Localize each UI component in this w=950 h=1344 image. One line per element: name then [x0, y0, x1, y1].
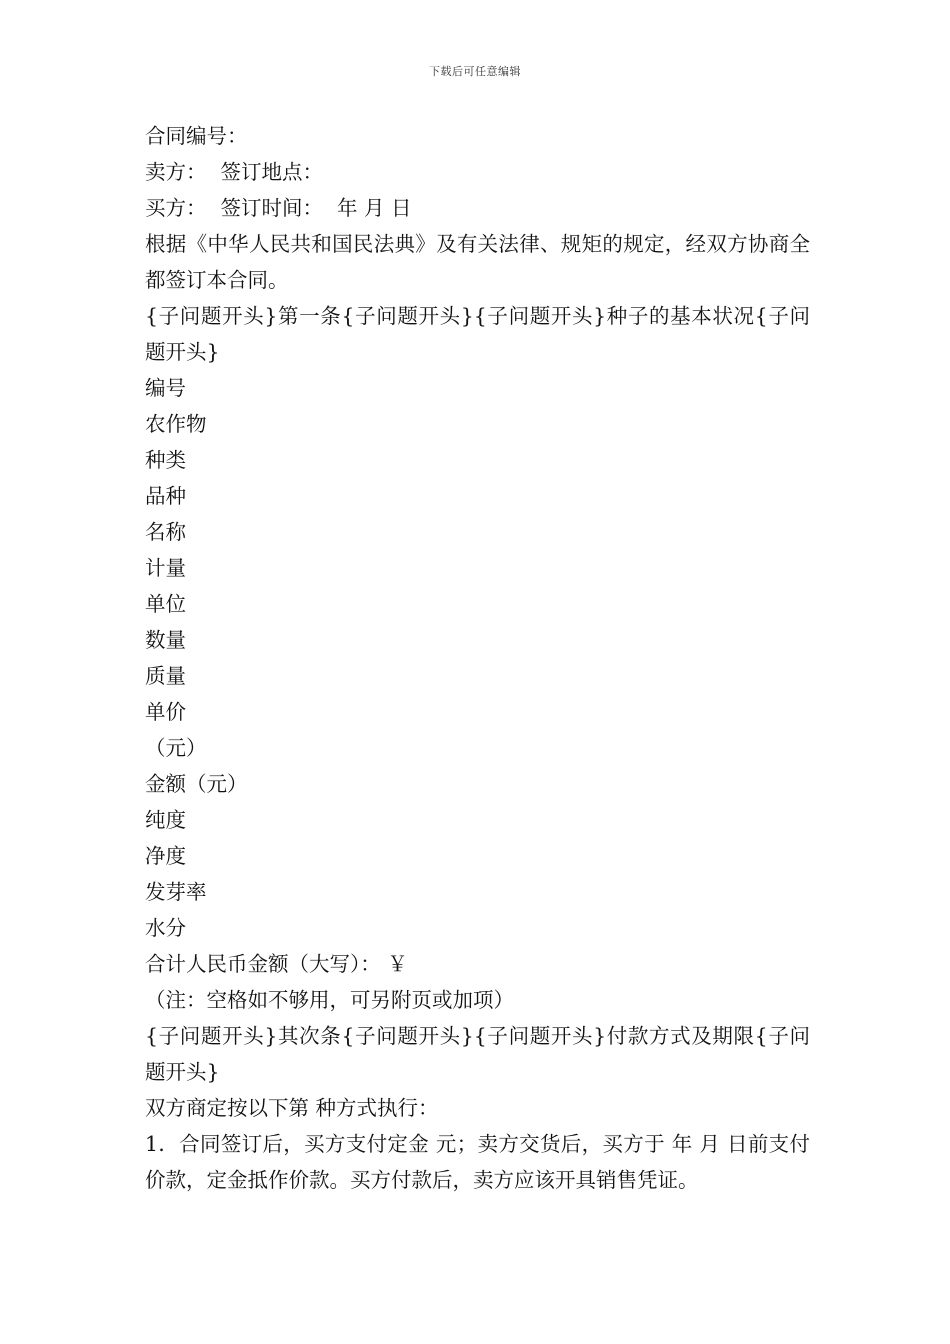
contract-number-label: 合同编号：	[145, 124, 248, 148]
buyer-line	[145, 190, 810, 226]
table-field-measure: 计量	[145, 556, 186, 580]
preamble-paragraph: 根据《中华人民共和国民法典》及有关法律、规矩的规定，经双方协商全都签订本合同。	[145, 232, 810, 292]
seller-line	[145, 154, 810, 190]
buyer-label: 买方：	[145, 196, 207, 220]
table-field-number: 编号	[145, 376, 186, 400]
seller-label: 卖方：	[145, 160, 207, 184]
table-field-crop: 农作物	[145, 412, 207, 436]
contract-body	[145, 118, 810, 1198]
table-field-purity: 纯度	[145, 808, 186, 832]
table-field-unit: 单位	[145, 592, 186, 616]
total-amount-line: 合计人民币金额（大写）： ￥	[145, 952, 408, 976]
payment-intro: 双方商定按以下第 种方式执行：	[145, 1096, 439, 1120]
table-field-type: 种类	[145, 448, 186, 472]
table-note: （注：空格如不够用，可另附页或加项）	[145, 988, 514, 1012]
table-field-cleanliness: 净度	[145, 844, 186, 868]
table-field-amount: 金额（元）	[145, 772, 248, 796]
article-1-heading: {子问题开头}第一条{子问题开头}{子问题开头}种子的基本状况{子问题开头}	[145, 304, 810, 364]
payment-option-1: 1．合同签订后，买方支付定金 元；卖方交货后，买方于 年 月 日前支付价款，定金抵作价款。买方付款后，卖方应该开具销售凭证。	[145, 1132, 810, 1192]
table-field-name: 名称	[145, 520, 186, 544]
table-field-variety: 品种	[145, 484, 186, 508]
table-field-germination-rate: 发芽率	[145, 880, 207, 904]
table-field-quality: 质量	[145, 664, 186, 688]
header-note: 下载后可任意编辑	[429, 65, 521, 78]
signing-time-label: 签订时间：	[220, 196, 323, 220]
article-2-heading: {子问题开头}其次条{子问题开头}{子问题开头}付款方式及期限{子问题开头}	[145, 1024, 810, 1084]
signing-date-text: 年 月 日	[337, 196, 412, 220]
signing-place-label: 签订地点：	[220, 160, 323, 184]
table-field-yuan: （元）	[145, 736, 207, 760]
table-field-moisture: 水分	[145, 916, 186, 940]
table-field-unit-price: 单价	[145, 700, 186, 724]
contract-number-line	[145, 118, 810, 154]
table-field-quantity: 数量	[145, 628, 186, 652]
